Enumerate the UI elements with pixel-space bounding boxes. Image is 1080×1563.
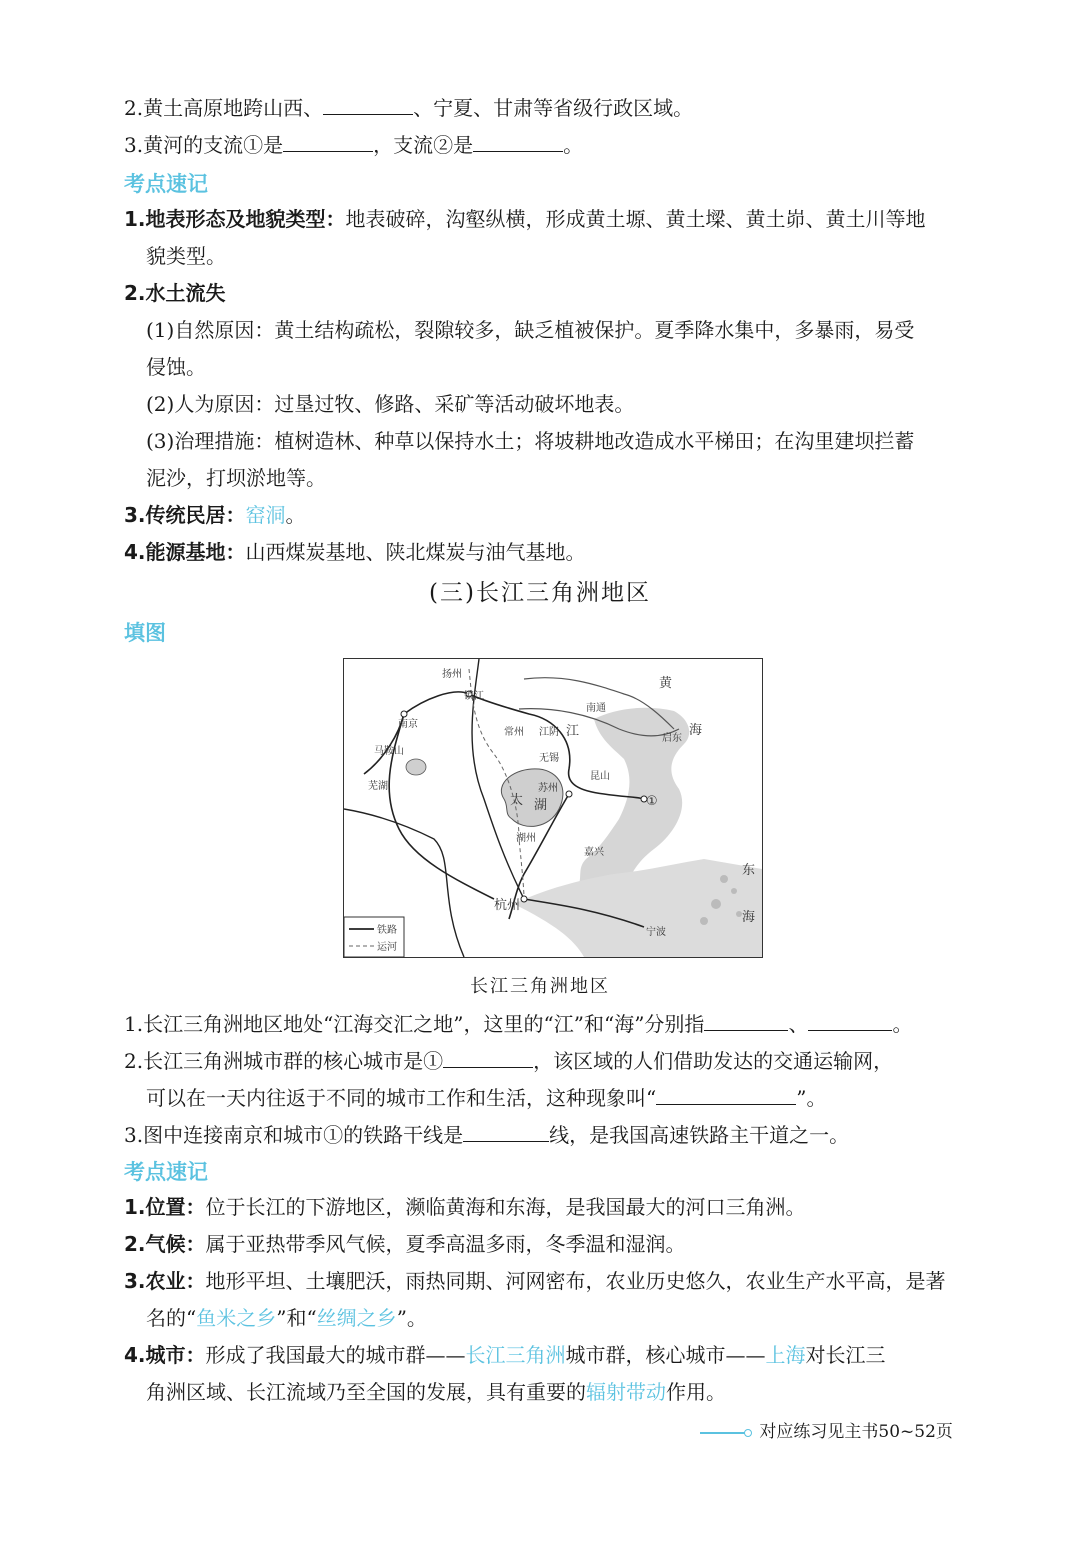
text: 、 (788, 1012, 809, 1036)
kaodian2-item-3-cont (146, 1302, 427, 1334)
island (720, 875, 728, 883)
city-dot-hangzhou (521, 896, 527, 902)
text: 。 (285, 503, 306, 527)
legend-canal-label: 运河 (377, 942, 397, 953)
footer-text: 对应练习见主书50~52页 (759, 1422, 953, 1442)
item-label: 1.位置： (124, 1195, 206, 1219)
kaodian-item-2-p3: (3)治理措施：植树造林、种草以保持水土；将坡耕地改造成水平梯田；在沟里建坝拦蓄 (146, 429, 915, 453)
map-label-ningbo: 宁波 (646, 927, 666, 938)
map-label-jiang: 江 (566, 724, 580, 739)
text: ”。 (396, 1306, 427, 1330)
section-heading-kaodian: 考点速记 (124, 172, 208, 196)
railway-line (389, 714, 494, 899)
map-question-2 (124, 1045, 893, 1077)
map-label-huang: 黄 (659, 676, 673, 691)
kaodian-item-2-p1-cont: 侵蚀。 (146, 355, 206, 379)
map-label-taihu-1: 太 (510, 793, 524, 808)
kaodian-item-2: 2.水土流失 (124, 281, 226, 305)
map-label-nanjing: 南京 (398, 719, 418, 730)
item-text: 地形平坦、土壤肥沃，雨热同期、河网密布，农业历史悠久，农业生产水平高，是著 (205, 1269, 946, 1293)
kaodian2-item-1 (124, 1191, 806, 1223)
map-label-dong: 东 (742, 863, 756, 878)
map-label-wuxi: 无锡 (539, 753, 559, 764)
text: 角洲区域、长江流域乃至全国的发展，具有重要的 (146, 1380, 586, 1404)
island (711, 899, 721, 909)
map-label-nantong: 南通 (586, 703, 606, 714)
text: ，支流②是 (373, 133, 474, 157)
kaodian2-item-4 (124, 1339, 886, 1371)
item-label: 4.能源基地： (124, 540, 246, 564)
text: ”。 (796, 1086, 827, 1110)
highlight-text: 丝绸之乡 (316, 1306, 397, 1330)
text: 2.黄土高原地跨山西、 (124, 96, 324, 120)
kaodian-item-2-p3-cont: 泥沙，打坝淤地等。 (146, 466, 326, 490)
text: 。 (892, 1012, 913, 1036)
item-text: 位于长江的下游地区，濒临黄海和东海，是我国最大的河口三角洲。 (205, 1195, 806, 1219)
text: 3.黄河的支流①是 (124, 133, 284, 157)
kaodian-item-1-cont: 貌类型。 (146, 244, 226, 268)
highlight-text: 鱼米之乡 (196, 1306, 277, 1330)
section-title: (三)长江三角洲地区 (429, 580, 651, 606)
city-dot-suzhou (566, 791, 572, 797)
map-label-hai-2: 海 (742, 910, 756, 925)
text: 城市群，核心城市—— (565, 1343, 766, 1367)
map-caption: 长江三角洲地区 (470, 976, 610, 997)
kaodian2-item-3 (124, 1265, 946, 1297)
section-heading-kaodian-2: 考点速记 (124, 1160, 208, 1184)
kaodian-item-4 (124, 536, 586, 568)
text: ，该区域的人们借助发达的交通运输网， (533, 1049, 894, 1073)
highlight-text: 辐射带动 (586, 1380, 666, 1404)
yangtze-delta-map (343, 658, 763, 958)
map-label-jiaxing: 嘉兴 (584, 847, 604, 858)
text: 3.图中连接南京和城市①的铁路干线是 (124, 1123, 464, 1147)
item-label: 3.传统民居： (124, 503, 246, 527)
text: 、宁夏、甘肃等省级行政区域。 (413, 96, 694, 120)
hangzhou-bay (514, 859, 762, 957)
text: ”和“ (276, 1306, 317, 1330)
map-svg (344, 659, 762, 957)
kaodian-item-3 (124, 499, 306, 531)
map-label-qidong: 启东 (662, 733, 682, 744)
item-label: 2.气候： (124, 1232, 206, 1256)
text: 可以在一天内往返于不同的城市工作和生活，这种现象叫“ (146, 1086, 657, 1110)
question-3-tributary (124, 129, 583, 161)
map-question-3 (124, 1119, 849, 1151)
footer-decor-line (700, 1432, 748, 1434)
map-label-wuhu: 芜湖 (368, 781, 388, 792)
island (700, 917, 708, 925)
answer-blank[interactable] (656, 1084, 796, 1105)
item-text: 山西煤炭基地、陕北煤炭与油气基地。 (245, 540, 586, 564)
map-label-taihu-2: 湖 (534, 798, 548, 813)
island (731, 888, 737, 894)
kaodian2-item-4-cont (146, 1376, 726, 1408)
answer-blank[interactable] (283, 131, 373, 152)
text: 。 (563, 133, 584, 157)
map-question-2-cont (146, 1082, 826, 1114)
map-label-kunshan: 昆山 (590, 771, 610, 782)
text: 1.长江三角洲地区地处“江海交汇之地”，这里的“江”和“海”分别指 (124, 1012, 705, 1036)
highlight-text: 窑洞 (245, 503, 286, 527)
footer-reference (700, 1417, 953, 1442)
answer-blank[interactable] (704, 1010, 788, 1031)
answer-blank[interactable] (473, 131, 563, 152)
map-label-yangzhou: 扬州 (442, 669, 462, 680)
map-label-maanshan: 马鞍山 (374, 746, 404, 757)
question-2-loess (124, 92, 693, 124)
answer-blank[interactable] (463, 1121, 549, 1142)
map-label-jiangyin: 江阴 (539, 727, 559, 738)
answer-blank[interactable] (808, 1010, 892, 1031)
map-label-hai-1: 海 (689, 723, 703, 738)
city-dot-nanjing (401, 711, 407, 717)
text: 线，是我国高速铁路主干道之一。 (549, 1123, 850, 1147)
answer-blank[interactable] (323, 94, 413, 115)
kaodian-item-2-p1: (1)自然原因：黄土结构疏松，裂隙较多，缺乏植被保护。夏季降水集中，多暴雨，易受 (146, 318, 915, 342)
lake (406, 759, 426, 775)
map-question-1 (124, 1008, 912, 1040)
answer-blank[interactable] (443, 1047, 533, 1068)
kaodian-item-1 (124, 203, 926, 235)
text: 作用。 (666, 1380, 726, 1404)
map-label-changzhou: 常州 (504, 727, 524, 738)
kaodian2-item-2 (124, 1228, 686, 1260)
text: 对长江三 (805, 1343, 886, 1367)
item-label: 4.城市： (124, 1343, 206, 1367)
text: 形成了我国最大的城市群—— (205, 1343, 466, 1367)
item-label: 3.农业： (124, 1269, 206, 1293)
map-label-hangzhou: 杭州 (494, 898, 521, 913)
map-label-point1: ① (646, 794, 658, 809)
fill-map-heading: 填图 (124, 621, 166, 645)
kaodian-item-2-p2: (2)人为原因：过垦过牧、修路、采矿等活动破坏地表。 (146, 392, 635, 416)
map-label-zhenjiang: 镇江 (464, 691, 484, 702)
text: 名的“ (146, 1306, 197, 1330)
item-text: 属于亚热带季风气候，夏季高温多雨，冬季温和湿润。 (205, 1232, 686, 1256)
text: 2.长江三角洲城市群的核心城市是① (124, 1049, 444, 1073)
item-label: 1.地表形态及地貌类型： (124, 207, 346, 231)
highlight-text: 上海 (765, 1343, 806, 1367)
highlight-text: 长江三角洲 (465, 1343, 566, 1367)
legend-railway-label: 铁路 (377, 925, 397, 936)
item-text: 地表破碎，沟壑纵横，形成黄土塬、黄土墚、黄土峁、黄土川等地 (345, 207, 926, 231)
map-label-suzhou: 苏州 (538, 783, 558, 794)
map-label-huzhou: 湖州 (516, 833, 536, 844)
